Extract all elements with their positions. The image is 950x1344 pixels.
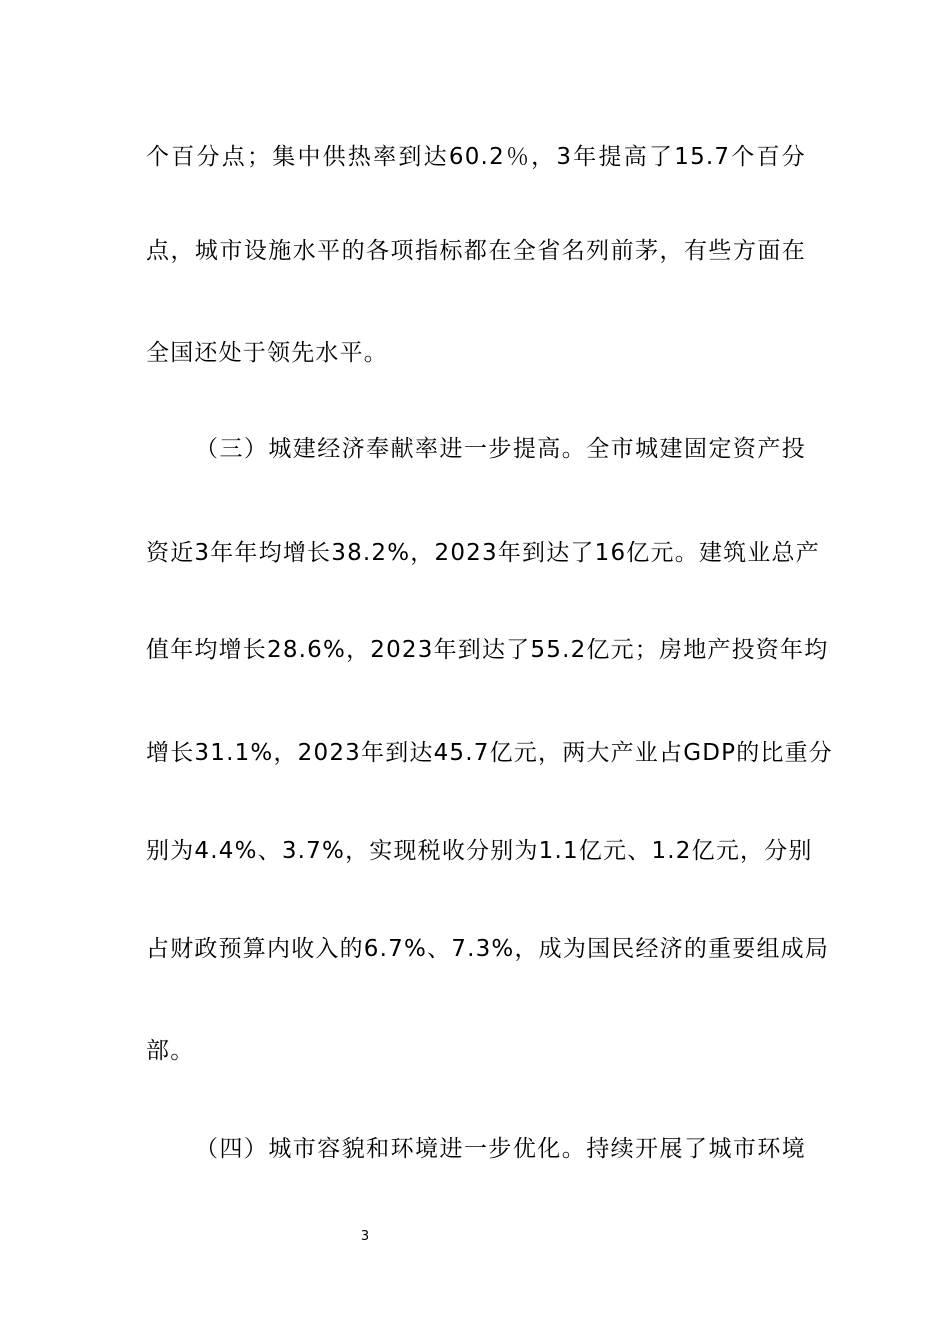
page-number: 3 bbox=[360, 1229, 370, 1244]
text-line: 值年均增长28.6%，2023年到达了55.2亿元；房地产投资年均 bbox=[146, 637, 829, 663]
paragraph-heading: （四）城市容貌和环境进一步优化。持续开展了城市环境 bbox=[195, 1136, 806, 1162]
text-line: 全国还处于领先水平。 bbox=[146, 340, 388, 366]
text-line: 资近3年年均增长38.2%，2023年到达了16亿元。建筑业总产 bbox=[146, 540, 820, 566]
text-line: 部。 bbox=[146, 1038, 195, 1064]
text-line: 个百分点；集中供热率到达60.2％，3年提高了15.7个百分 bbox=[146, 144, 806, 170]
text-line: 点，城市设施水平的各项指标都在全省名列前茅，有些方面在 bbox=[146, 238, 806, 264]
text-line: 别为4.4%、3.7%，实现税收分别为1.1亿元、1.2亿元，分别 bbox=[146, 838, 813, 864]
text-line: 增长31.1%，2023年到达45.7亿元，两大产业占GDP的比重分 bbox=[146, 740, 834, 766]
text-line: 占财政预算内收入的6.7%、7.3%，成为国民经济的重要组成局 bbox=[146, 936, 830, 962]
paragraph-heading: （三）城建经济奉献率进一步提高。全市城建固定资产投 bbox=[195, 436, 806, 462]
